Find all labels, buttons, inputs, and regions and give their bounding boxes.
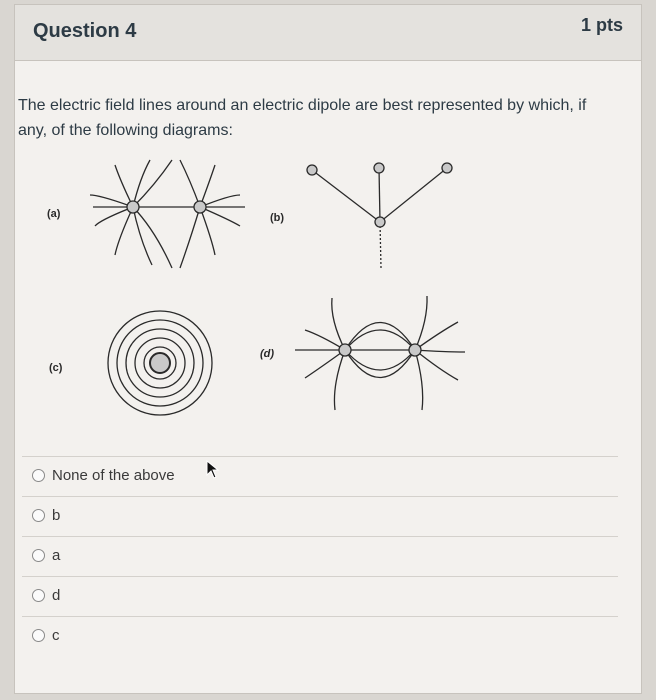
answer-option-c[interactable] bbox=[22, 616, 618, 656]
question-points: 1 pts bbox=[580, 15, 623, 35]
diagram-label-b: (b) bbox=[270, 212, 285, 224]
charge-a-right bbox=[194, 201, 206, 213]
answer-list bbox=[22, 456, 618, 656]
diagram-c bbox=[108, 311, 212, 415]
radio-icon[interactable] bbox=[32, 509, 45, 522]
charge-b-3 bbox=[442, 163, 452, 173]
radio-icon[interactable] bbox=[32, 629, 45, 642]
answer-option-d[interactable] bbox=[22, 576, 618, 616]
answer-label: d bbox=[52, 587, 61, 604]
charge-b-center bbox=[375, 217, 385, 227]
diagram-label-a: (a) bbox=[47, 208, 61, 220]
charge-b-2 bbox=[374, 163, 384, 173]
charge-d-left bbox=[339, 344, 351, 356]
diagram-label-d: (d) bbox=[260, 348, 275, 360]
answer-label: c bbox=[52, 627, 60, 644]
charge-b-1 bbox=[307, 165, 317, 175]
radio-icon[interactable] bbox=[32, 469, 45, 482]
answer-label: b bbox=[52, 507, 61, 524]
charge-d-right bbox=[409, 344, 421, 356]
question-text: The electric field lines around an electric dipole are best represented by which, if any, of the following diagrams: bbox=[18, 97, 587, 139]
answer-option-b[interactable] bbox=[22, 496, 618, 536]
charge-a-left bbox=[127, 201, 139, 213]
answer-option-a[interactable] bbox=[22, 536, 618, 576]
answer-label: None of the above bbox=[52, 467, 175, 484]
diagram-label-c: (c) bbox=[49, 362, 63, 374]
diagram-a bbox=[90, 160, 245, 268]
diagram-d bbox=[295, 296, 465, 410]
radio-icon[interactable] bbox=[32, 589, 45, 602]
radio-icon[interactable] bbox=[32, 549, 45, 562]
answer-label: a bbox=[52, 547, 61, 564]
question-title: Question 4 bbox=[33, 20, 137, 42]
mouse-cursor-icon bbox=[206, 460, 220, 480]
answer-option-none[interactable] bbox=[22, 456, 618, 496]
